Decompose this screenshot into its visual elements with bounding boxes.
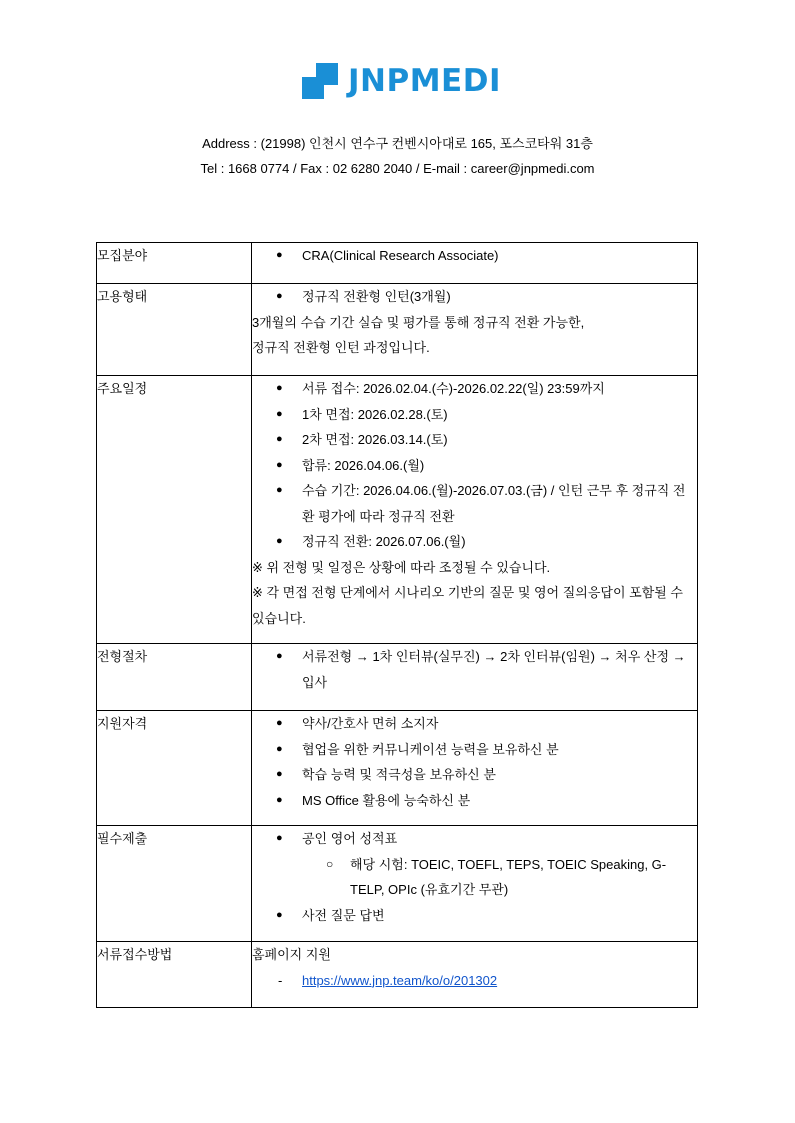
list-item: ● 1차 면접: 2026.02.28.(토): [252, 402, 697, 428]
list-item: ● 서류전형 → 1차 인터뷰(실무진) → 2차 인터뷰(임원) → 처우 산정 → 입사: [252, 644, 697, 695]
row-content: [252, 826, 698, 942]
logo-mark-icon: [302, 63, 338, 99]
description-line: 3개월의 수습 기간 실습 및 평가를 통해 정규직 전환 가능한,: [252, 314, 585, 330]
row-label: 주요일정: [97, 376, 252, 644]
schedule-note: ※ 위 전형 및 일정은 상황에 따라 조정될 수 있습니다.: [252, 559, 551, 575]
row-content: [252, 942, 698, 1008]
row-field: [97, 243, 698, 284]
row-label: 지원자격: [97, 711, 252, 826]
row-label: 필수제출: [97, 826, 252, 942]
list-item: ● 합류: 2026.04.06.(월): [252, 453, 697, 479]
row-content: [252, 284, 698, 376]
list-item: ● 수습 기간: 2026.04.06.(월)-2026.07.03.(금) / 인턴 근무 후 정규직 전환 평가에 따라 정규직 전환: [252, 478, 697, 529]
apply-link-row: [252, 968, 697, 994]
row-content: [252, 376, 698, 644]
row-schedule: [97, 376, 698, 644]
row-label: 모집분야: [97, 243, 252, 284]
list-item: [252, 826, 697, 852]
list-item: ● MS Office 활용에 능숙하신 분: [252, 788, 697, 814]
address-line: Address : (21998) 인천시 연수구 컨벤시아대로 165, 포스코타워 31층: [202, 136, 593, 151]
list-item: ● 약사/간호사 면허 소지자: [252, 711, 697, 737]
apply-link[interactable]: https://www.jnp.team/ko/o/201302: [302, 972, 498, 988]
list-item: ● 정규직 전환형 인턴(3개월): [252, 284, 697, 310]
row-apply: [97, 942, 698, 1008]
apply-method: 홈페이지 지원: [252, 947, 331, 962]
contact-block: [0, 131, 795, 181]
list-item: ● 학습 능력 및 적극성을 보유하신 분: [252, 762, 697, 788]
list-item: ● 서류 접수: 2026.02.04.(수)-2026.02.22(일) 23:59까지: [252, 376, 697, 402]
row-required: [97, 826, 698, 942]
logo-text: JNPMEDI: [348, 63, 501, 99]
row-qualification: [97, 711, 698, 826]
list-item: ● 협업을 위한 커뮤니케이션 능력을 보유하신 분: [252, 737, 697, 763]
list-item: ● 2차 면접: 2026.03.14.(토): [252, 427, 697, 453]
row-content: [252, 711, 698, 826]
recruitment-table: [96, 242, 698, 1008]
description-line: 정규직 전환형 인턴 과정입니다.: [252, 340, 430, 355]
row-content: [252, 644, 698, 711]
list-item: ● 정규직 전환: 2026.07.06.(월): [252, 529, 697, 555]
list-item-label: 공인 영어 성적표: [302, 831, 398, 846]
contact-line: Tel : 1668 0774 / Fax : 02 6280 2040 / E-mail : career@jnpmedi.com: [200, 161, 595, 176]
row-process: [97, 644, 698, 711]
row-content: [252, 243, 698, 284]
row-label: 고용형태: [97, 284, 252, 376]
sub-list-item: ○ 해당 시험: TOEIC, TOEFL, TEPS, TOEIC Speaking, G-TELP, OPIc (유효기간 무관): [252, 852, 697, 903]
row-label: 전형절차: [97, 644, 252, 711]
row-employment: [97, 284, 698, 376]
schedule-note: ※ 각 면접 전형 단계에서 시나리오 기반의 질문 및 영어 질의응답이 포함될 수 있습니다.: [252, 585, 683, 626]
row-label: 서류접수방법: [97, 942, 252, 1008]
list-item: ● 사전 질문 답변: [252, 903, 697, 929]
dash-marker: -: [278, 972, 283, 988]
list-item: ● CRA(Clinical Research Associate): [252, 243, 697, 269]
company-logo: [302, 61, 501, 101]
